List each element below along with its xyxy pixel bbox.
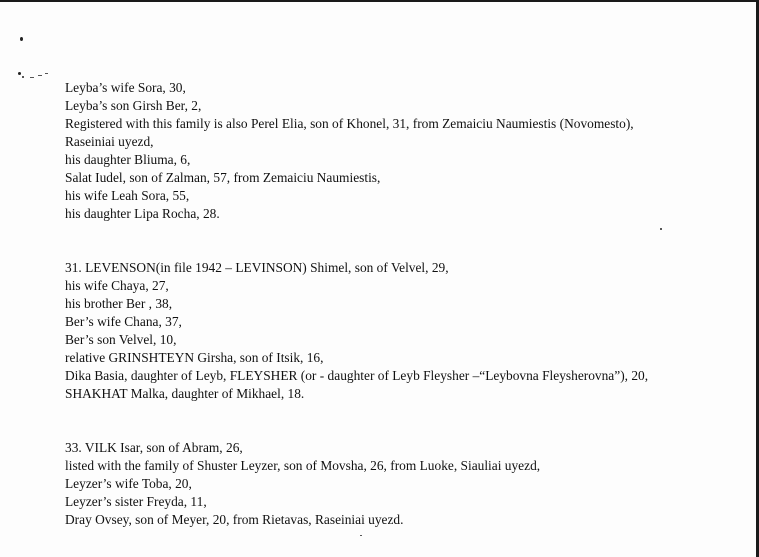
document-entry-block: [65, 79, 634, 223]
text-line: his daughter Bliuma, 6,: [65, 152, 191, 167]
text-line: SHAKHAT Malka, daughter of Mikhael, 18.: [65, 386, 305, 401]
scan-speck: [22, 76, 24, 78]
scan-speck: [18, 72, 21, 75]
text-line: Leyba’s son Girsh Ber, 2,: [65, 98, 202, 113]
text-line: Ber’s wife Chana, 37,: [65, 314, 182, 329]
text-line: Dika Basia, daughter of Leyb, FLEYSHER (or - daughter of Leyb Fleysher –“Leybovna Fleysherovna”), 20,: [65, 368, 649, 383]
scan-smudge: [38, 75, 42, 76]
text-line: relative GRINSHTEYN Girsha, son of Itsik, 16,: [65, 350, 324, 365]
document-entry-block: [65, 259, 648, 403]
entry-heading-line: 33. VILK Isar, son of Abram, 26,: [65, 440, 243, 455]
scan-smudge: [45, 73, 48, 74]
text-line: listed with the family of Shuster Leyzer, son of Movsha, 26, from Luoke, Siauliai uyezd,: [65, 458, 541, 473]
scan-edge-top: [0, 0, 759, 2]
text-line: his daughter Lipa Rocha, 28.: [65, 206, 220, 221]
text-line: Salat Iudel, son of Zalman, 57, from Zemaiciu Naumiestis,: [65, 170, 381, 185]
scan-smudge: [30, 77, 34, 78]
scan-speck: [20, 37, 23, 41]
text-line: Leyba’s wife Sora, 30,: [65, 80, 186, 95]
text-line: his brother Ber , 38,: [65, 296, 173, 311]
entry-heading-line: 31. LEVENSON(in file 1942 – LEVINSON) Shimel, son of Velvel, 29,: [65, 260, 449, 275]
text-line: Leyzer’s sister Freyda, 11,: [65, 494, 207, 509]
document-entry-block: [65, 439, 540, 529]
text-line: Registered with this family is also Perel Elia, son of Khonel, 31, from Zemaiciu Naumiestis (Novomesto),: [65, 116, 634, 131]
text-line: Leyzer’s wife Toba, 20,: [65, 476, 192, 491]
scan-speck: [360, 535, 362, 536]
text-line: Raseiniai uyezd,: [65, 134, 154, 149]
text-line: his wife Leah Sora, 55,: [65, 188, 190, 203]
text-line: Dray Ovsey, son of Meyer, 20, from Rietavas, Raseiniai uyezd.: [65, 512, 404, 527]
text-line: Ber’s son Velvel, 10,: [65, 332, 177, 347]
scan-speck: [660, 228, 662, 230]
text-line: his wife Chaya, 27,: [65, 278, 169, 293]
